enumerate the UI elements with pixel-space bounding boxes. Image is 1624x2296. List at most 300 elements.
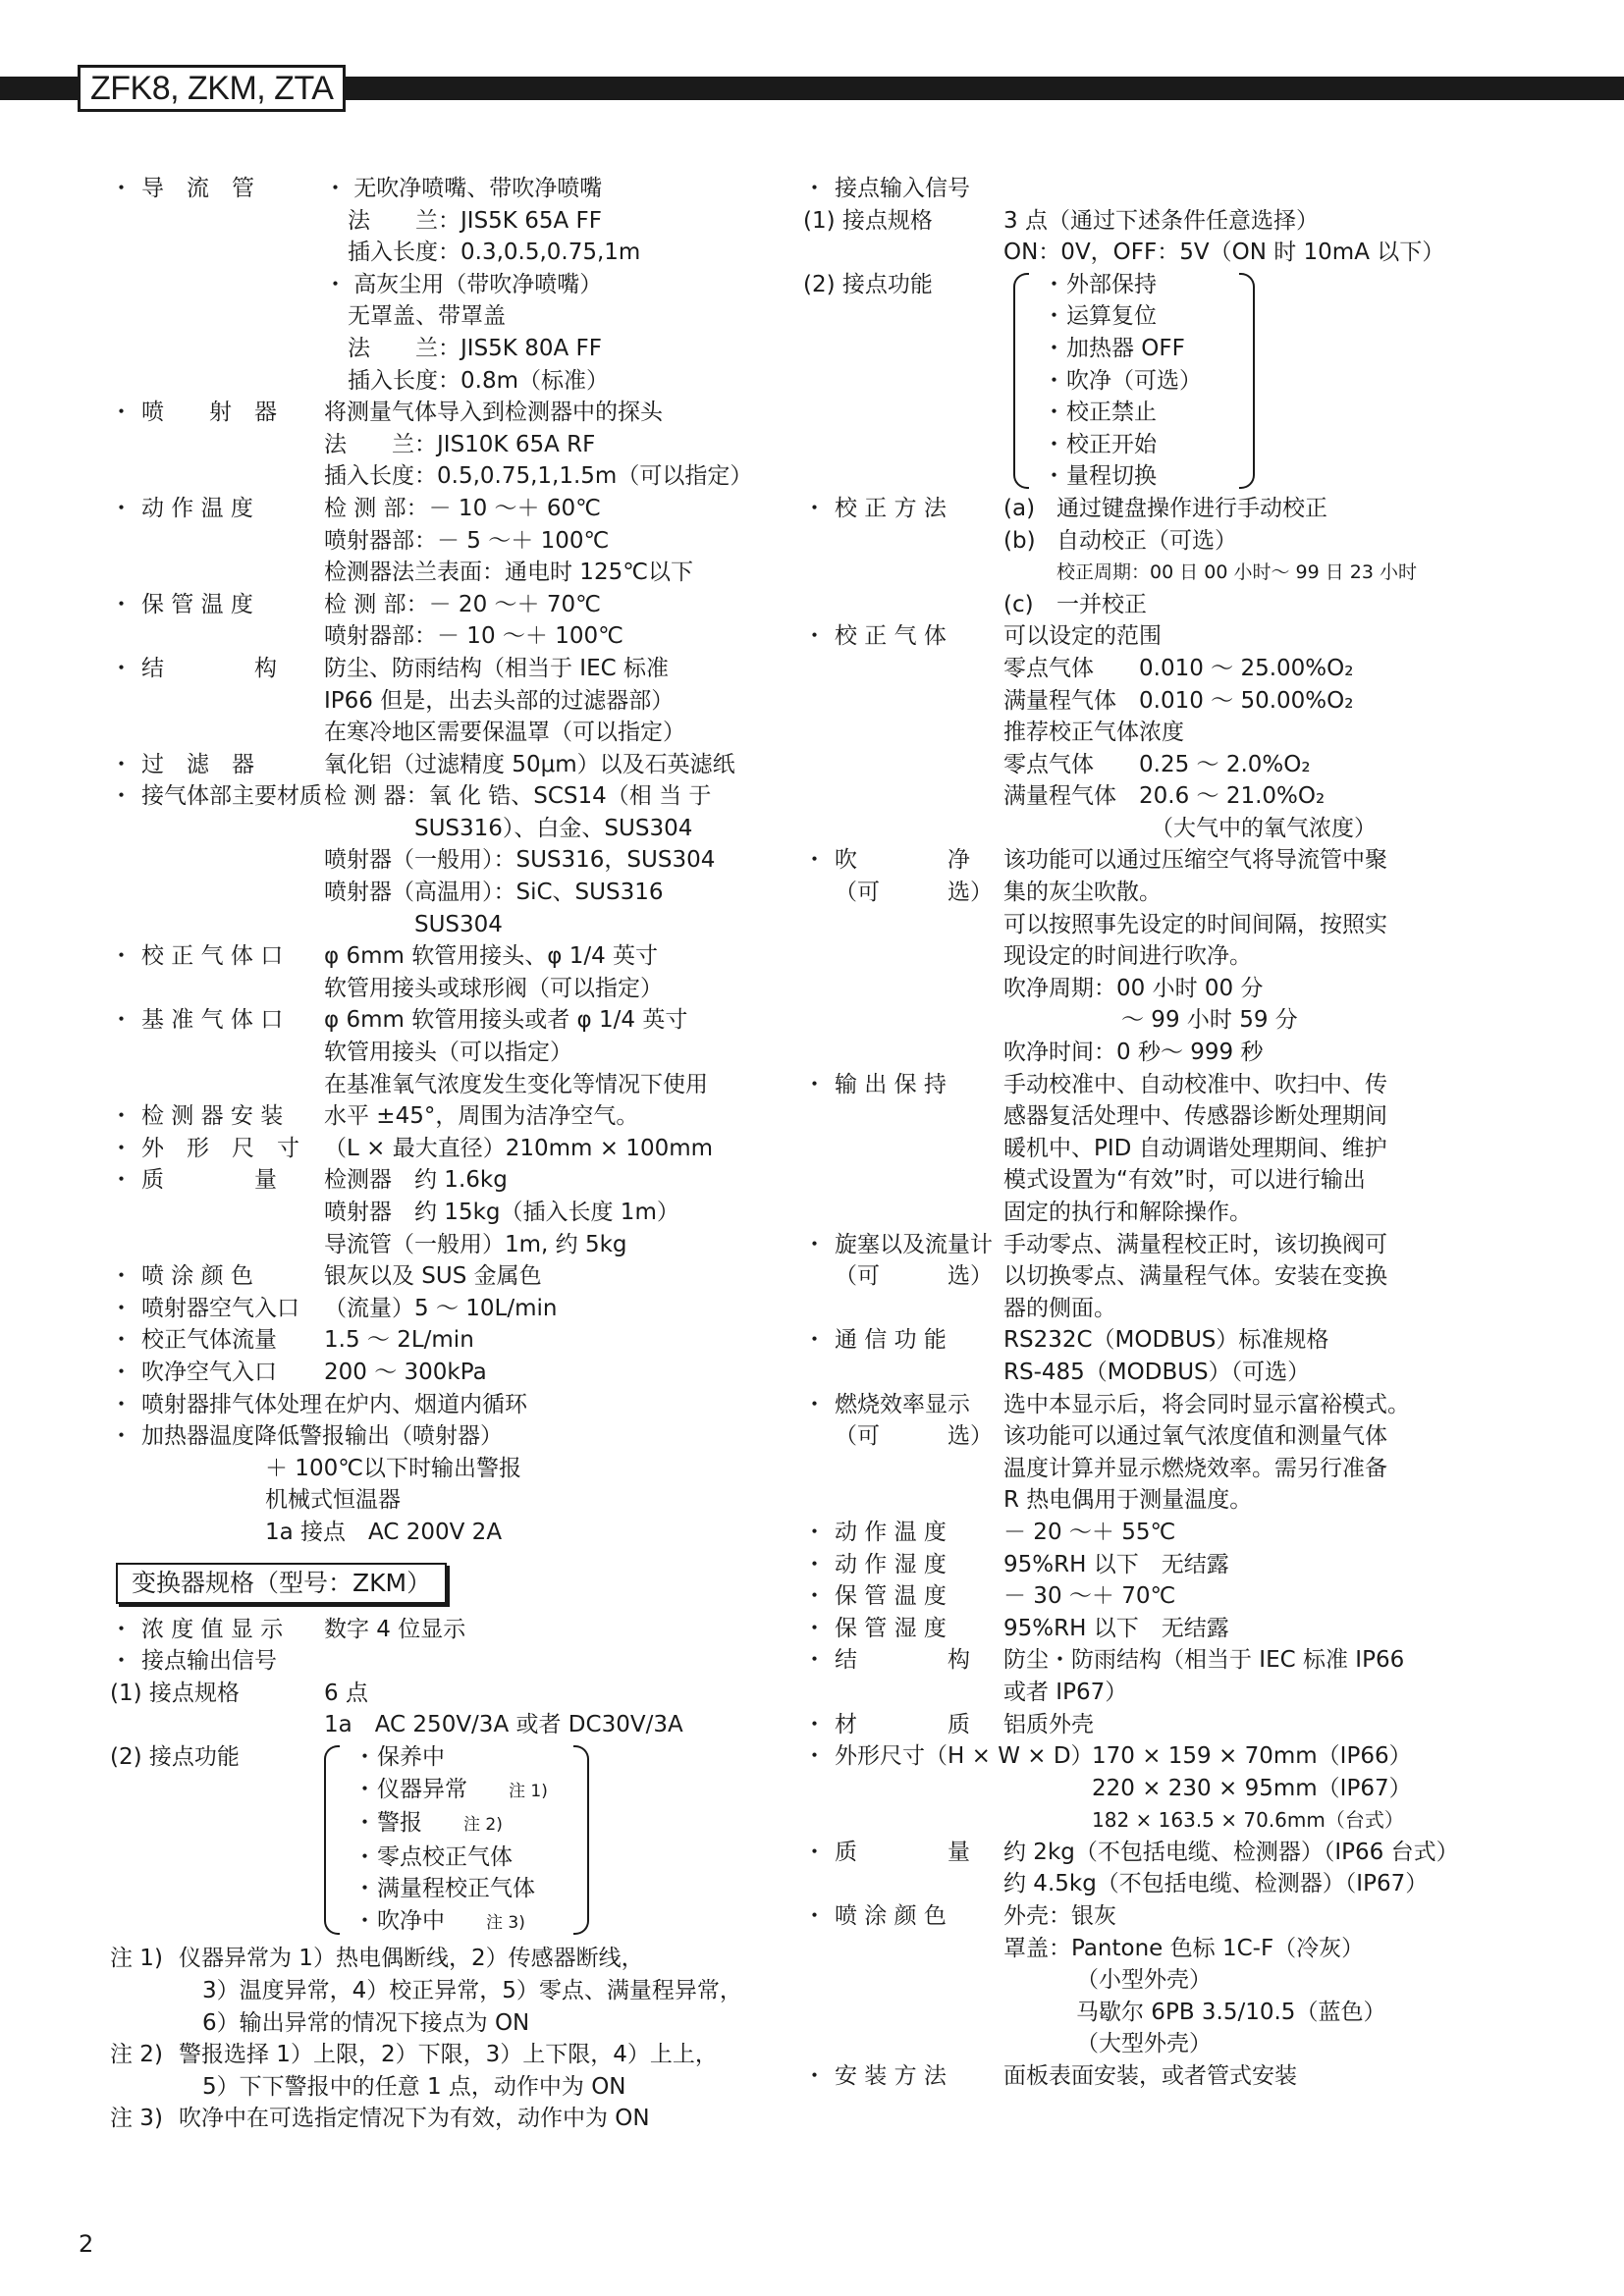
bullet-icon: ・ xyxy=(1043,271,1065,297)
spec-label: 输 出 保 持 xyxy=(835,1071,947,1097)
brace-left-icon xyxy=(1013,273,1029,489)
spec-value-line: 手动校准中、自动校准中、吹扫中、传 xyxy=(1003,1071,1387,1097)
spec-row xyxy=(110,653,758,749)
spec-label-block xyxy=(835,1389,1003,1453)
contact-input-title: 接点输入信号 xyxy=(835,176,970,201)
contact-spec-line: 1a AC 250V/3A 或者 DC30V/3A xyxy=(324,1712,683,1738)
note-key: 注 1) xyxy=(110,1946,163,1972)
contact-func-text: 满量程校正气体 xyxy=(377,1876,535,1902)
contact-func-text: 保养中 xyxy=(377,1743,445,1770)
spec-value-line: 防尘・防雨结构（相当于 IEC 标准 IP66 xyxy=(1003,1647,1405,1674)
cal-method-key: (b) xyxy=(1003,527,1036,554)
note-line: 5）下下警报中的任意 1 点，动作中为 ON xyxy=(202,2073,626,2100)
r-contact-func-text: 校正开始 xyxy=(1066,431,1157,457)
spec-value: 数字 4 位显示 xyxy=(324,1616,466,1642)
spec-value-line: ・ 高灰尘用（带吹净喷嘴） xyxy=(324,271,603,297)
spec-row xyxy=(110,749,758,781)
r-contact-func-row xyxy=(803,269,1441,493)
spec-value xyxy=(324,780,758,940)
cal-method-text: 一并校正 xyxy=(1056,591,1147,617)
spec-label: 外形尺寸（H × W × D） xyxy=(835,1743,1094,1770)
spec-value xyxy=(324,1164,758,1260)
cal-method-key xyxy=(1003,557,1056,589)
spec-value-line: 1a 接点 AC 200V 2A xyxy=(265,1519,503,1545)
spec-value-line: 氧化铝（过滤精度 50μm）以及石英滤纸 xyxy=(324,751,735,777)
converter-spec-list xyxy=(110,1614,758,1678)
spec-row xyxy=(110,1645,758,1678)
spec-label: 检 测 器 安 装 xyxy=(141,1103,284,1130)
spec-label-block xyxy=(835,1229,1003,1293)
spec-value-line: 感器复活处理中、传感器诊断处理期间 xyxy=(1003,1103,1387,1130)
spec-row xyxy=(803,1644,1441,1708)
spec-label: 质 量 xyxy=(141,1167,277,1194)
cal-method-line xyxy=(1003,493,1441,525)
contact-func-item xyxy=(353,1807,560,1842)
note-row xyxy=(110,2039,758,2103)
bullet-icon: ・ xyxy=(110,1359,133,1385)
r-contact-spec-row xyxy=(803,205,1445,269)
spec-row xyxy=(803,2060,1441,2093)
spec-value xyxy=(324,1357,758,1389)
spec-value xyxy=(324,940,758,1004)
contact-func-note: 注 3) xyxy=(486,1912,525,1933)
contact-spec-value xyxy=(324,1678,758,1741)
spec-row xyxy=(803,1069,1441,1229)
spec-label: 校 正 气 体 口 xyxy=(141,943,284,970)
bullet-icon: ・ xyxy=(803,623,826,650)
r-contact-func-text: 加热器 OFF xyxy=(1066,335,1185,361)
spec-value-line: 导流管（一般用）1m, 约 5kg xyxy=(324,1231,627,1257)
spec-value xyxy=(1003,1613,1441,1645)
spec-value-line: 模式设置为“有效”时，可以进行输出 xyxy=(1003,1167,1366,1194)
spec-label-block xyxy=(835,1837,1003,1869)
spec-value-line: ＋ 100℃以下时输出警报 xyxy=(265,1455,522,1481)
spec-value-line: 可以按照事先设定的时间间隔，按照实 xyxy=(1003,911,1387,937)
cal-method-key: (c) xyxy=(1003,591,1034,617)
spec-row xyxy=(803,1324,1441,1388)
spec-value xyxy=(1003,1837,1459,1900)
spec-label: 通 信 功 能 xyxy=(835,1327,947,1354)
spec-label: 动 作 温 度 xyxy=(141,495,253,521)
spec-value-line: 95%RH 以下 无结露 xyxy=(1003,1551,1229,1577)
spec-value-line: 满量程气体 0.010 ～ 50.00%O₂ xyxy=(1003,687,1354,714)
spec-label: 保 管 温 度 xyxy=(835,1583,947,1610)
spec-value-line: 器的侧面。 xyxy=(1003,1295,1116,1321)
spec-row xyxy=(110,1420,758,1548)
bullet-icon: ・ xyxy=(1043,335,1065,361)
spec-row xyxy=(110,1100,758,1133)
spec-value xyxy=(324,397,758,493)
page-header-title: ZFK8, ZKM, ZTA xyxy=(78,65,346,112)
spec-value-line: 机械式恒温器 xyxy=(265,1487,401,1514)
spec-value-line: － 30 ～＋ 70℃ xyxy=(1003,1583,1176,1610)
spec-row xyxy=(110,940,758,1004)
spec-label: 加热器温度降低警报输出（喷射器） xyxy=(141,1423,503,1450)
spec-value-line: 推荐校正气体浓度 xyxy=(1003,720,1184,746)
bullet-icon: ・ xyxy=(803,1647,826,1674)
spec-row xyxy=(110,1614,758,1646)
spec-value xyxy=(1003,620,1441,844)
spec-row xyxy=(803,1229,1441,1325)
spec-label: 吹净空气入口 xyxy=(141,1359,277,1385)
spec-value-line: SUS304 xyxy=(414,911,503,937)
r-contact-func-item xyxy=(1043,300,1225,333)
r-contact-func-text: 运算复位 xyxy=(1066,303,1157,330)
cal-method-line xyxy=(1003,525,1441,558)
spec-value-line: ・ 无吹净喷嘴、带吹净喷嘴 xyxy=(324,176,603,201)
spec-row xyxy=(803,1613,1441,1645)
spec-value xyxy=(324,493,758,589)
brace-right-icon xyxy=(573,1745,589,1936)
cal-method-text: 通过键盘操作进行手动校正 xyxy=(1056,495,1327,521)
bullet-icon: ・ xyxy=(1043,303,1065,330)
spec-row xyxy=(110,1293,758,1325)
r-contact-func-item xyxy=(1043,429,1225,461)
spec-value-line: 该功能可以通过氧气浓度值和测量气体 xyxy=(1003,1423,1387,1450)
spec-value-line: 面板表面安装，或者管式安装 xyxy=(1003,2063,1297,2090)
spec-value-line: 现设定的时间进行吹净。 xyxy=(1003,943,1252,970)
brace-right-icon xyxy=(1239,273,1255,489)
spec-value xyxy=(1003,2060,1441,2093)
spec-value xyxy=(324,653,758,749)
spec-label: 燃烧效率显示 xyxy=(835,1391,970,1417)
contact-func-text: 吹净中 xyxy=(377,1907,445,1934)
spec-label: 校 正 气 体 xyxy=(835,623,947,650)
spec-value-line: （大型外壳） xyxy=(1076,2031,1212,2057)
spec-value-line: 喷射器（高温用）：SiC、SUS316 xyxy=(324,880,664,906)
spec-value-line: IP66 但是，出去头部的过滤器部） xyxy=(324,687,675,714)
bullet-icon: ・ xyxy=(803,1743,826,1770)
contact-func-text: 仪器异常 xyxy=(377,1776,467,1802)
spec-row xyxy=(803,620,1441,844)
spec-row xyxy=(803,1549,1441,1581)
spec-value xyxy=(1003,1549,1441,1581)
brace-left-icon xyxy=(324,1745,340,1936)
spec-label-block xyxy=(835,1900,1003,1933)
contact-func-text: 零点校正气体 xyxy=(377,1843,513,1870)
r-contact-func-item xyxy=(1043,397,1225,429)
spec-label-block xyxy=(835,2060,1003,2093)
spec-label-block xyxy=(835,1069,1003,1101)
bullet-icon: ・ xyxy=(1043,367,1065,394)
spec-label: 导 流 管 xyxy=(141,176,254,201)
spec-row xyxy=(803,1580,1441,1613)
spec-block xyxy=(141,1420,758,1548)
cal-method-line xyxy=(1003,589,1441,621)
spec-row xyxy=(110,397,758,493)
spec-value xyxy=(1003,1324,1441,1388)
bullet-icon: ・ xyxy=(803,1071,826,1097)
spec-label: 结 构 xyxy=(141,655,277,681)
r-contact-spec-label: (1) 接点规格 xyxy=(803,207,933,234)
bullet-icon: ・ xyxy=(353,1776,376,1802)
spec-label: 喷 涂 颜 色 xyxy=(141,1263,253,1290)
bullet-icon: ・ xyxy=(803,2063,826,2090)
cal-method-row xyxy=(803,493,1441,620)
spec-value xyxy=(324,1133,758,1165)
spec-label: 吹 净 xyxy=(835,847,970,874)
contact-func-label: (2) 接点功能 xyxy=(110,1743,240,1770)
bullet-icon: ・ xyxy=(803,847,826,874)
r-contact-func-text: 量程切换 xyxy=(1066,463,1157,490)
spec-value-line: （L × 最大直径）210mm × 100mm xyxy=(324,1135,714,1161)
spec-value-line: ～ 99 小时 59 分 xyxy=(1121,1007,1298,1034)
spec-value-line: 该功能可以通过压缩空气将导流管中聚 xyxy=(1003,847,1387,874)
note-row xyxy=(110,2103,758,2135)
note-line: 仪器异常为 1）热电偶断线，2）传感器断线， xyxy=(179,1946,644,1972)
spec-value-line: 无罩盖、带罩盖 xyxy=(348,303,506,330)
note-line: 吹净中在可选指定情况下为有效，动作中为 ON xyxy=(179,2106,650,2132)
spec-label: 保 管 温 度 xyxy=(141,591,253,617)
bullet-icon: ・ xyxy=(110,1616,133,1642)
spec-label: 动 作 温 度 xyxy=(835,1519,947,1545)
cal-method-text: 自动校正（可选） xyxy=(1056,527,1237,554)
bullet-icon: ・ xyxy=(110,1391,133,1417)
note-line: 6）输出异常的情况下接点为 ON xyxy=(202,2009,530,2036)
spec-row xyxy=(110,173,758,397)
spec-value-line: 200 ～ 300kPa xyxy=(324,1359,487,1385)
spec-value xyxy=(1003,1900,1441,2060)
spec-label: 材 质 xyxy=(835,1711,970,1737)
note-key: 注 2) xyxy=(110,2042,163,2068)
bullet-icon: ・ xyxy=(110,1103,133,1130)
spec-value-line: 检测器法兰表面：通电时 125℃以下 xyxy=(324,560,694,586)
spec-value-line: （大气中的氧气浓度） xyxy=(1151,815,1377,841)
spec-value xyxy=(1003,1740,1441,1837)
spec-row xyxy=(110,1164,758,1260)
spec-label: 喷 射 器 xyxy=(141,400,277,426)
spec-value-line: 喷射器（一般用）：SUS316，SUS304 xyxy=(324,847,716,874)
bullet-icon: ・ xyxy=(353,1907,376,1934)
spec-label-sub: （可 选） xyxy=(835,1263,993,1290)
contact-spec-label: (1) 接点规格 xyxy=(110,1680,240,1706)
spec-value-line: R 热电偶用于测量温度。 xyxy=(1003,1487,1253,1514)
bullet-icon: ・ xyxy=(803,1583,826,1610)
probe-spec-list xyxy=(110,173,758,1549)
spec-value xyxy=(324,749,758,781)
spec-value-line: 暖机中、PID 自动调谐处理期间、维护 xyxy=(1003,1135,1387,1161)
spec-value-line: 选中本显示后，将会同时显示富裕模式。 xyxy=(1003,1391,1410,1417)
spec-value-line: 法 兰：JIS5K 65A FF xyxy=(348,207,602,234)
spec-value-line: 满量程气体 20.6 ～ 21.0%O₂ xyxy=(1003,783,1326,810)
spec-value-line: 银灰以及 SUS 金属色 xyxy=(324,1263,542,1290)
spec-value-line: 喷射器部：－ 10 ～＋ 100℃ xyxy=(324,623,623,650)
spec-row xyxy=(803,1709,1441,1741)
spec-value-line: 检 测 器：氧 化 锆、SCS14（相 当 于 xyxy=(324,783,712,810)
contact-input-title-row xyxy=(803,173,1441,205)
contact-func-row xyxy=(110,1741,758,1940)
bullet-icon: ・ xyxy=(803,1231,826,1257)
spec-value-line: 集的灰尘吹散。 xyxy=(1003,880,1162,906)
spec-label-block xyxy=(835,1644,1003,1677)
spec-value-line: 水平 ±45°，周围为洁净空气。 xyxy=(324,1103,639,1130)
bullet-icon: ・ xyxy=(110,1648,133,1675)
note-key: 注 3) xyxy=(110,2106,163,2132)
spec-value-line: 约 4.5kg（不包括电缆、检测器）（IP67） xyxy=(1003,1871,1429,1897)
spec-value-line: 软管用接头（可以指定） xyxy=(324,1040,572,1066)
spec-value-line: － 20 ～＋ 55℃ xyxy=(1003,1519,1176,1545)
bullet-icon: ・ xyxy=(803,1903,826,1930)
contact-func-note: 注 2) xyxy=(463,1815,503,1836)
spec-value-line: 温度计算并显示燃烧效率。需另行准备 xyxy=(1003,1455,1387,1481)
spec-row xyxy=(110,780,758,940)
spec-label: 安 装 方 法 xyxy=(835,2063,947,2090)
left-column xyxy=(110,173,758,2135)
spec-label: 浓 度 值 显 示 xyxy=(141,1616,284,1642)
spec-row xyxy=(803,1389,1441,1517)
spec-value xyxy=(1003,1229,1441,1325)
bullet-icon: ・ xyxy=(803,1551,826,1577)
contact-func-item xyxy=(353,1873,560,1905)
spec-row xyxy=(803,1837,1459,1900)
right-column xyxy=(803,173,1459,2093)
spec-value xyxy=(1003,844,1441,1068)
spec-value-line: 固定的执行和解除操作。 xyxy=(1003,1200,1252,1225)
spec-label-block xyxy=(835,620,1003,653)
spec-value xyxy=(324,1260,758,1293)
spec-label: 动 作 湿 度 xyxy=(835,1551,947,1577)
r-contact-func-text: 外部保持 xyxy=(1066,271,1157,297)
bullet-icon: ・ xyxy=(353,1876,376,1902)
cal-method-label: 校 正 方 法 xyxy=(835,495,947,521)
spec-row xyxy=(803,1740,1441,1837)
bullet-icon: ・ xyxy=(803,495,826,521)
spec-value-line: 220 × 230 × 95mm（IP67） xyxy=(1092,1775,1412,1801)
spec-label-block xyxy=(835,1580,1003,1613)
spec-value-line: 铝质外壳 xyxy=(1003,1711,1094,1737)
note-text xyxy=(179,2039,718,2103)
contact-func-item xyxy=(353,1774,560,1808)
spec-value-line: （小型外壳） xyxy=(1076,1967,1212,1994)
spec-label-block xyxy=(835,1517,1003,1549)
spec-value-line: 喷射器部：－ 5 ～＋ 100℃ xyxy=(324,527,610,554)
spec-label: 结 构 xyxy=(835,1647,970,1674)
spec-label: 校正气体流量 xyxy=(141,1327,277,1354)
bullet-icon: ・ xyxy=(1043,400,1065,426)
spec-row xyxy=(110,1389,758,1421)
r-contact-func-label: (2) 接点功能 xyxy=(803,271,933,297)
converter-spec-list-right xyxy=(803,620,1459,2092)
spec-value-line: 软管用接头或球形阀（可以指定） xyxy=(324,975,663,1001)
bullet-icon: ・ xyxy=(803,1839,826,1865)
spec-label: 外 形 尺 寸 xyxy=(141,1135,299,1161)
bullet-icon: ・ xyxy=(110,1263,133,1290)
spec-label: 接点输出信号 xyxy=(141,1648,277,1675)
spec-value-line: 以切换零点、满量程气体。安装在变换 xyxy=(1003,1263,1387,1290)
spec-label-sub: （可 选） xyxy=(835,880,993,906)
spec-row xyxy=(803,1517,1441,1549)
bullet-icon: ・ xyxy=(110,1167,133,1194)
bullet-icon: ・ xyxy=(110,495,133,521)
spec-value-line: φ 6mm 软管用接头、φ 1/4 英寸 xyxy=(324,943,659,970)
cal-method-line xyxy=(1003,557,1441,589)
bullet-icon: ・ xyxy=(110,591,133,617)
spec-row xyxy=(110,1324,758,1357)
bullet-icon: ・ xyxy=(110,943,133,970)
spec-value xyxy=(324,1324,758,1357)
r-contact-func-item xyxy=(1043,269,1225,301)
spec-value-line: 插入长度：0.3,0.5,0.75,1m xyxy=(348,240,641,266)
spec-value-line: 在基准氧气浓度发生变化等情况下使用 xyxy=(324,1071,708,1097)
spec-value-line: 检 测 部：－ 20 ～＋ 70℃ xyxy=(324,591,601,617)
r-contact-spec-line: ON：0V，OFF：5V（ON 时 10mA 以下） xyxy=(1003,240,1445,266)
spec-value-line: 外壳：银灰 xyxy=(1003,1903,1116,1930)
spec-row xyxy=(110,1133,758,1165)
spec-label: 接气体部主要材质 xyxy=(141,783,322,810)
spec-value xyxy=(324,1293,758,1325)
bullet-icon: ・ xyxy=(110,1327,133,1354)
bullet-icon: ・ xyxy=(803,1391,826,1417)
spec-value-line: 在炉内、烟道内循环 xyxy=(324,1391,527,1417)
spec-value xyxy=(1003,1517,1441,1549)
spec-value xyxy=(324,173,758,397)
spec-label: 喷射器排气体处理 xyxy=(141,1391,322,1417)
r-contact-func-text: 吹净（可选） xyxy=(1066,367,1202,394)
spec-value-line: 检 测 部：－ 10 ～＋ 60℃ xyxy=(324,495,601,521)
spec-value xyxy=(1003,1069,1441,1229)
bullet-icon: ・ xyxy=(803,1615,826,1641)
spec-row xyxy=(110,1260,758,1293)
contact-func-brace-list xyxy=(324,1741,560,1940)
spec-label: 过 滤 器 xyxy=(141,751,254,777)
r-contact-func-brace-list xyxy=(1013,269,1225,493)
spec-value xyxy=(1003,1709,1441,1741)
bullet-icon: ・ xyxy=(110,1295,133,1321)
spec-value-line: 可以设定的范围 xyxy=(1003,623,1162,650)
spec-row xyxy=(803,1900,1441,2060)
bullet-icon: ・ xyxy=(110,1135,133,1161)
spec-value xyxy=(1003,1389,1441,1517)
spec-label: 旋塞以及流量计 xyxy=(835,1231,993,1257)
spec-label-block xyxy=(835,1709,1003,1741)
spec-value-line: （流量）5 ～ 10L/min xyxy=(324,1295,558,1321)
bullet-icon: ・ xyxy=(803,176,826,201)
section-title-converter: 变换器规格（型号：ZKM） xyxy=(116,1563,447,1604)
spec-value-line: 喷射器 约 15kg（插入长度 1m） xyxy=(324,1200,679,1225)
spec-value-line: 零点气体 0.010 ～ 25.00%O₂ xyxy=(1003,655,1354,681)
contact-func-note: 注 1) xyxy=(509,1781,548,1801)
spec-label-block xyxy=(835,1324,1003,1357)
spec-value-line: 95%RH 以下 无结露 xyxy=(1003,1615,1229,1641)
spec-value xyxy=(1003,1580,1441,1613)
bullet-icon: ・ xyxy=(110,400,133,426)
spec-value-line: RS232C（MODBUS）标准规格 xyxy=(1003,1327,1329,1354)
spec-value-line: 手动零点、满量程校正时，该切换阀可 xyxy=(1003,1231,1387,1257)
spec-value-line: RS-485（MODBUS）（可选） xyxy=(1003,1359,1311,1385)
spec-value-line: 零点气体 0.25 ～ 2.0%O₂ xyxy=(1003,751,1311,777)
bullet-icon: ・ xyxy=(803,1327,826,1354)
spec-label: 喷射器空气入口 xyxy=(141,1295,299,1321)
spec-value-line: SUS316）、白金、SUS304 xyxy=(414,815,693,841)
r-contact-spec-line: 3 点（通过下述条件任意选择） xyxy=(1003,207,1319,234)
spec-row xyxy=(110,589,758,653)
spec-value-line: 约 2kg（不包括电缆、检测器）（IP66 台式） xyxy=(1003,1839,1459,1865)
spec-value xyxy=(324,1389,758,1421)
contact-func-item xyxy=(353,1905,560,1940)
contact-func-text: 警报 xyxy=(377,1810,422,1837)
note-line: 警报选择 1）上限，2）下限，3）上下限，4）上上， xyxy=(179,2042,718,2068)
spec-value xyxy=(324,1004,758,1100)
spec-label: 喷 涂 颜 色 xyxy=(835,1903,947,1930)
bullet-icon: ・ xyxy=(110,751,133,777)
spec-label: 保 管 湿 度 xyxy=(835,1615,947,1641)
bullet-icon: ・ xyxy=(353,1843,376,1870)
spec-value xyxy=(324,589,758,653)
cal-method-text: 校正周期：00 日 00 小时～ 99 日 23 小时 xyxy=(1056,561,1417,584)
page-number: 2 xyxy=(79,2230,94,2258)
bullet-icon: ・ xyxy=(110,1423,133,1450)
contact-spec-row xyxy=(110,1678,758,1741)
